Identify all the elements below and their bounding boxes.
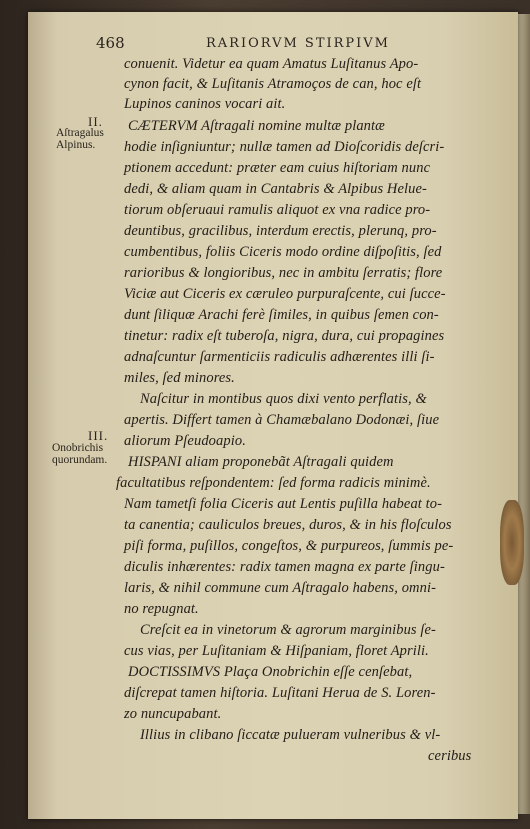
- text-line: Creſcit ea in vinetorum & agrorum marginibus ſe-: [140, 622, 436, 638]
- text-line: ta canentia; cauliculos breues, duros, & in his floſculos: [124, 517, 452, 533]
- text-line: zo nuncupabant.: [124, 706, 222, 722]
- text-line: cynon facit, & Luſitanis Atramoços de can, hoc eſt: [124, 76, 422, 92]
- text-line: aliorum Pſeudoapio.: [124, 433, 246, 449]
- text-line: cumbentibus, foliis Ciceris modo ordine diſpoſitis, ſed: [124, 244, 442, 260]
- text-line: rarioribus & longioribus, nec in ambitu ſerratis; flore: [124, 265, 443, 281]
- text-line: Nam tametſi folia Ciceris aut Lentis puſilla habeat to-: [124, 496, 443, 512]
- text-line: tiorum obſeruaui ramulis aliquot ex vna radice pro-: [124, 202, 431, 218]
- text-line: diſcrepat tamen hiſtoria. Luſitani Herua de S. Loren-: [124, 685, 436, 701]
- text-line: laris, & nihil commune cum Aſtragalo habens, omni-: [124, 580, 437, 596]
- text-line: conuenit. Videtur ea quam Amatus Luſitanus Apo-: [124, 56, 419, 72]
- text-line: tinetur: radix eſt tuberoſa, nigra, dura, cui propagines: [124, 328, 445, 344]
- text-line: no repugnat.: [124, 601, 199, 617]
- margin-number-3: III.: [88, 428, 109, 443]
- text-line: miles, ſed minores.: [124, 370, 235, 386]
- page-number: 468: [96, 34, 125, 52]
- margin-number-2: II.: [88, 114, 103, 129]
- text-line: adnaſcuntur ſarmenticiis radiculis adhærentes illi ſi-: [124, 349, 435, 365]
- text-line: DOCTISSIMVS Plaça Onobrichin eſſe cenſebat,: [128, 664, 413, 680]
- text-line: dedi, & aliam quam in Cantabris & Alpibus Helue-: [124, 181, 427, 197]
- running-title: RARIORVM STIRPIVM: [206, 36, 390, 51]
- margin-note-onobrichis: Onobrichis quorundam.: [52, 442, 108, 466]
- text-line: apertis. Differt tamen à Chamæbalano Dodonæi, ſiue: [124, 412, 440, 428]
- text-line: dunt ſiliquæ Arachi ferè ſimiles, in quibus ſemen con-: [124, 307, 439, 323]
- binding-thread: [500, 500, 524, 585]
- text-line: Viciæ aut Ciceris ex cæruleo purpuraſcente, cui ſucce-: [124, 286, 446, 302]
- text-line: Illius in clibano ſiccatæ pulueram vulneribus & vl-: [140, 727, 441, 743]
- text-line: diculis inhærentes: radix tamen magna ex parte ſingu-: [124, 559, 445, 575]
- text-line: ptionem accedunt: præter eam cuius hiſtoriam nunc: [124, 160, 431, 176]
- text-line: Lupinos caninos vocari ait.: [124, 96, 286, 112]
- text-line: CÆTERVM Aſtragali nomine multæ plantæ: [128, 118, 385, 134]
- text-line: cus vias, per Luſitaniam & Hiſpaniam, floret Aprili.: [124, 643, 429, 659]
- text-line: HISPANI aliam proponebãt Aſtragali quidem: [128, 454, 394, 470]
- margin-note-astragalus: Aſtragalus Alpinus.: [56, 127, 104, 151]
- text-line: hodie inſigniuntur; nullæ tamen ad Dioſcoridis deſcri-: [124, 139, 445, 155]
- text-line: ceribus: [428, 748, 472, 764]
- text-line: facultatibus reſpondentem: ſed forma radicis minimè.: [116, 475, 431, 491]
- text-line: deuntibus, gracilibus, interdum erectis, plerunq, pro-: [124, 223, 437, 239]
- text-line: piſi forma, puſillos, congeſtos, & purpureos, ſummis pe-: [124, 538, 454, 554]
- page-header: [96, 34, 476, 56]
- text-line: Naſcitur in montibus quos dixi vento perflatis, &: [140, 391, 427, 407]
